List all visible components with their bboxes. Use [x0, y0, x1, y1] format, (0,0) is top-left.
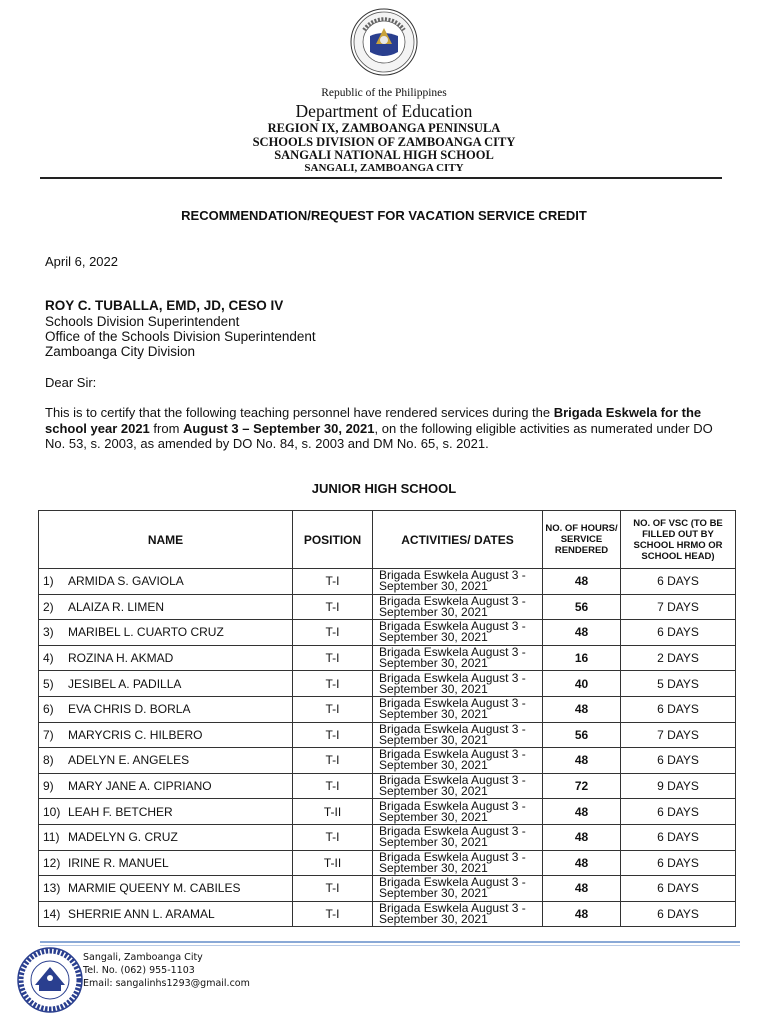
recipient-position: Schools Division Superintendent [45, 314, 240, 329]
document-title: RECOMMENDATION/REQUEST FOR VACATION SERVICE CREDIT [181, 208, 587, 223]
cell-vsc: 6 DAYS [621, 824, 736, 850]
activity-line-2: September 30, 2021 [379, 912, 488, 927]
activity-line-2: September 30, 2021 [379, 758, 488, 773]
row-number: 13) [43, 881, 61, 896]
cell-name [39, 799, 293, 825]
row-number: 4) [43, 651, 54, 666]
body-text-2: from [149, 420, 184, 436]
cell-activity [373, 645, 543, 671]
activity-line-1: Brigada Eswkela August 3 - [379, 824, 526, 839]
department-name: Department of Education [295, 101, 473, 121]
recipient-office: Office of the Schools Division Superintendent [45, 329, 316, 344]
footer-divider-thin [40, 945, 740, 946]
table-row [39, 799, 736, 825]
cell-hours: 56 [543, 594, 621, 620]
cell-vsc: 2 DAYS [621, 645, 736, 671]
body-bold-2: August 3 – September 30, 2021 [183, 420, 375, 436]
table-row [39, 671, 736, 697]
cell-position: T-I [293, 645, 373, 671]
cell-vsc: 6 DAYS [621, 850, 736, 876]
cell-vsc: 6 DAYS [621, 748, 736, 774]
personnel-table [38, 510, 736, 927]
cell-activity [373, 748, 543, 774]
body-text-3: , on the following eligible activities as numerated under DO No. 53, s. 2003, as amended by DO No. 84, s. 2003 and DM No. 65, s. 2021. [45, 420, 713, 451]
activity-line-1: Brigada Eswkela August 3 - [379, 670, 526, 685]
activity-line-2: September 30, 2021 [379, 732, 488, 747]
cell-activity [373, 876, 543, 902]
activity-line-1: Brigada Eswkela August 3 - [379, 773, 526, 788]
cell-position: T-I [293, 773, 373, 799]
cell-name [39, 773, 293, 799]
footer-divider [40, 941, 740, 943]
row-number: 9) [43, 779, 54, 794]
footer-email: Email: sangalinhs1293@gmail.com [83, 978, 250, 989]
row-number: 7) [43, 727, 54, 742]
cell-name [39, 671, 293, 697]
row-number: 5) [43, 676, 54, 691]
cell-activity [373, 722, 543, 748]
activity-line-2: September 30, 2021 [379, 809, 488, 824]
personnel-name: MARMIE QUEENY M. CABILES [68, 881, 241, 896]
activity-line-2: September 30, 2021 [379, 604, 488, 619]
division-line: SCHOOLS DIVISION OF ZAMBOANGA CITY [252, 135, 516, 149]
table-body [39, 569, 736, 927]
activity-line-2: September 30, 2021 [379, 886, 488, 901]
row-number: 12) [43, 855, 61, 870]
cell-position: T-I [293, 696, 373, 722]
cell-vsc: 7 DAYS [621, 722, 736, 748]
row-number: 1) [43, 574, 54, 589]
cell-position: T-II [293, 850, 373, 876]
cell-name [39, 876, 293, 902]
row-number: 3) [43, 625, 54, 640]
cell-activity [373, 901, 543, 927]
personnel-name: JESIBEL A. PADILLA [68, 676, 182, 691]
cell-vsc: 6 DAYS [621, 799, 736, 825]
cell-vsc: 6 DAYS [621, 569, 736, 595]
school-address: SANGALI, ZAMBOANGA CITY [304, 162, 464, 174]
cell-name [39, 620, 293, 646]
personnel-name: EVA CHRIS D. BORLA [68, 702, 191, 717]
cell-name [39, 824, 293, 850]
activity-line-2: September 30, 2021 [379, 860, 488, 875]
personnel-name: MARIBEL L. CUARTO CRUZ [68, 625, 224, 640]
cell-vsc: 7 DAYS [621, 594, 736, 620]
activity-line-1: Brigada Eswkela August 3 - [379, 619, 526, 634]
row-number: 6) [43, 702, 54, 717]
footer-address: Sangali, Zamboanga City [83, 952, 203, 963]
cell-position: T-I [293, 594, 373, 620]
activity-line-1: Brigada Eswkela August 3 - [379, 849, 526, 864]
cell-name [39, 569, 293, 595]
cell-hours: 16 [543, 645, 621, 671]
personnel-name: MARYCRIS C. HILBERO [68, 727, 203, 742]
table-row [39, 824, 736, 850]
cell-activity [373, 824, 543, 850]
activity-line-2: September 30, 2021 [379, 579, 488, 594]
cell-hours: 56 [543, 722, 621, 748]
cell-name [39, 722, 293, 748]
cell-position: T-I [293, 876, 373, 902]
header-hours: NO. OF HOURS/ SERVICE RENDERED [543, 511, 621, 569]
cell-activity [373, 671, 543, 697]
activity-line-2: September 30, 2021 [379, 681, 488, 696]
cell-hours: 40 [543, 671, 621, 697]
cell-vsc: 6 DAYS [621, 620, 736, 646]
table-row [39, 569, 736, 595]
personnel-name: ALAIZA R. LIMEN [68, 599, 165, 614]
cell-position: T-I [293, 569, 373, 595]
cell-position: T-II [293, 799, 373, 825]
cell-vsc: 9 DAYS [621, 773, 736, 799]
cell-activity [373, 594, 543, 620]
personnel-name: ADELYN E. ANGELES [68, 753, 190, 768]
header-position: POSITION [293, 511, 373, 569]
row-number: 11) [43, 830, 60, 845]
header-vsc: NO. OF VSC (TO BE FILLED OUT BY SCHOOL HRMO OR SCHOOL HEAD) [621, 511, 736, 569]
row-number: 14) [43, 907, 61, 922]
row-number: 2) [43, 599, 54, 614]
table-row [39, 594, 736, 620]
table-row [39, 620, 736, 646]
cell-vsc: 6 DAYS [621, 876, 736, 902]
activity-line-2: September 30, 2021 [379, 707, 488, 722]
recipient-division: Zamboanga City Division [45, 344, 196, 359]
cell-hours: 48 [543, 748, 621, 774]
cell-name [39, 645, 293, 671]
recipient-name: ROY C. TUBALLA, EMD, JD, CESO IV [45, 298, 284, 313]
cell-activity [373, 850, 543, 876]
region-line: REGION IX, ZAMBOANGA PENINSULA [267, 121, 501, 135]
cell-activity [373, 696, 543, 722]
cell-name [39, 748, 293, 774]
cell-position: T-I [293, 671, 373, 697]
cell-vsc: 5 DAYS [621, 671, 736, 697]
activity-line-2: September 30, 2021 [379, 630, 488, 645]
cell-activity [373, 620, 543, 646]
table-row [39, 748, 736, 774]
personnel-name: SHERRIE ANN L. ARAMAL [68, 907, 215, 922]
personnel-name: ROZINA H. AKMAD [68, 651, 174, 666]
body-text-1: This is to certify that the following teaching personnel have rendered services during the [45, 405, 554, 420]
personnel-name: IRINE R. MANUEL [68, 855, 169, 870]
activity-line-2: September 30, 2021 [379, 835, 488, 850]
activity-line-1: Brigada Eswkela August 3 - [379, 747, 526, 762]
cell-position: T-I [293, 722, 373, 748]
cell-position: T-I [293, 901, 373, 927]
activity-line-2: September 30, 2021 [379, 656, 488, 671]
activity-line-1: Brigada Eswkela August 3 - [379, 721, 526, 736]
personnel-name: LEAH F. BETCHER [68, 804, 173, 819]
activity-line-2: September 30, 2021 [379, 784, 488, 799]
cell-hours: 72 [543, 773, 621, 799]
table-header-row [39, 511, 736, 569]
personnel-name: MARY JANE A. CIPRIANO [68, 779, 212, 794]
letter-date: April 6, 2022 [45, 254, 118, 269]
table-row [39, 696, 736, 722]
cell-hours: 48 [543, 569, 621, 595]
activity-line-1: Brigada Eswkela August 3 - [379, 568, 526, 583]
table-row [39, 850, 736, 876]
cell-activity [373, 569, 543, 595]
table-row [39, 773, 736, 799]
school-name: SANGALI NATIONAL HIGH SCHOOL [274, 148, 494, 162]
row-number: 8) [43, 753, 54, 768]
cell-name [39, 594, 293, 620]
deped-seal-logo [350, 8, 418, 76]
cell-position: T-I [293, 748, 373, 774]
activity-line-1: Brigada Eswkela August 3 - [379, 696, 526, 711]
row-number: 10) [43, 804, 61, 819]
cell-name [39, 901, 293, 927]
table-row [39, 722, 736, 748]
activity-line-1: Brigada Eswkela August 3 - [379, 593, 526, 608]
table-row [39, 645, 736, 671]
table-row [39, 901, 736, 927]
cell-vsc: 6 DAYS [621, 901, 736, 927]
section-title: JUNIOR HIGH SCHOOL [311, 481, 457, 496]
cell-name [39, 850, 293, 876]
cell-position: T-I [293, 620, 373, 646]
body-paragraph [45, 405, 725, 452]
header-divider [40, 177, 722, 179]
cell-position: T-I [293, 824, 373, 850]
cell-vsc: 6 DAYS [621, 696, 736, 722]
table-row [39, 876, 736, 902]
activity-line-1: Brigada Eswkela August 3 - [379, 645, 526, 660]
cell-activity [373, 773, 543, 799]
header-activities: ACTIVITIES/ DATES [373, 511, 543, 569]
cell-activity [373, 799, 543, 825]
cell-name [39, 696, 293, 722]
activity-line-1: Brigada Eswkela August 3 - [379, 875, 526, 890]
header-name: NAME [39, 511, 293, 569]
footer-telephone: Tel. No. (062) 955-1103 [83, 965, 195, 976]
personnel-name: MADELYN G. CRUZ [68, 830, 178, 845]
salutation: Dear Sir: [45, 375, 97, 390]
republic-line: Republic of the Philippines [321, 87, 447, 99]
cell-hours: 48 [543, 799, 621, 825]
cell-hours: 48 [543, 824, 621, 850]
cell-hours: 48 [543, 901, 621, 927]
cell-hours: 48 [543, 850, 621, 876]
cell-hours: 48 [543, 876, 621, 902]
activity-line-1: Brigada Eswkela August 3 - [379, 798, 526, 813]
personnel-name: ARMIDA S. GAVIOLA [68, 574, 184, 589]
cell-hours: 48 [543, 696, 621, 722]
body-bold-1: Brigada Eskwela for the school year 2021 [45, 405, 702, 436]
activity-line-1: Brigada Eswkela August 3 - [379, 901, 526, 916]
school-seal-logo [17, 947, 83, 1013]
cell-hours: 48 [543, 620, 621, 646]
